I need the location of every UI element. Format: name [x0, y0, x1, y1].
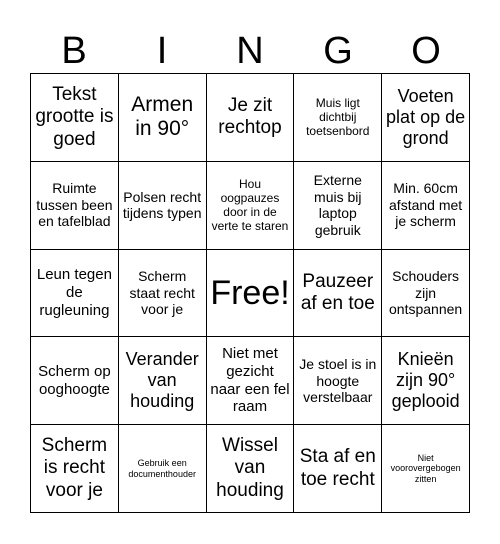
bingo-cell-r3c5[interactable]: Schouders zijn ontspannen [382, 250, 470, 338]
bingo-cell-r5c2[interactable]: Gebruik een documenthouder [119, 425, 207, 513]
header-letter-n: N [236, 30, 264, 72]
bingo-cell-r3c4[interactable]: Pauzeer af en toe [294, 250, 382, 338]
bingo-cell-r4c4[interactable]: Je stoel is in hoogte verstelbaar [294, 337, 382, 425]
bingo-cell-r4c2[interactable]: Verander van houding [119, 337, 207, 425]
header-letter-o: O [411, 30, 441, 72]
bingo-cell-free[interactable]: Free! [207, 250, 295, 338]
bingo-cell-r1c5[interactable]: Voeten plat op de grond [382, 74, 470, 162]
bingo-cell-r2c4[interactable]: Externe muis bij laptop gebruik [294, 162, 382, 250]
bingo-cell-r5c5[interactable]: Niet voorovergebogen zitten [382, 425, 470, 513]
bingo-cell-r5c1[interactable]: Scherm is recht voor je [31, 425, 119, 513]
bingo-cell-r1c4[interactable]: Muis ligt dichtbij toetsenbord [294, 74, 382, 162]
bingo-header [30, 28, 470, 74]
bingo-cell-r5c4[interactable]: Sta af en toe recht [294, 425, 382, 513]
bingo-cell-r2c2[interactable]: Polsen recht tijdens typen [119, 162, 207, 250]
bingo-cell-r3c1[interactable]: Leun tegen de rugleuning [31, 250, 119, 338]
bingo-cell-r2c3[interactable]: Hou oogpauzes door in de verte te staren [207, 162, 295, 250]
bingo-cell-r4c1[interactable]: Scherm op ooghoogte [31, 337, 119, 425]
bingo-cell-r1c3[interactable]: Je zit rechtop [207, 74, 295, 162]
bingo-cell-r1c2[interactable]: Armen in 90° [119, 74, 207, 162]
bingo-cell-r2c5[interactable]: Min. 60cm afstand met je scherm [382, 162, 470, 250]
bingo-cell-r3c2[interactable]: Scherm staat recht voor je [119, 250, 207, 338]
bingo-cell-r4c3[interactable]: Niet met gezicht naar een fel raam [207, 337, 295, 425]
bingo-cell-r2c1[interactable]: Ruimte tussen been en tafelblad [31, 162, 119, 250]
bingo-cell-r4c5[interactable]: Knieën zijn 90° geplooid [382, 337, 470, 425]
header-letter-i: I [156, 30, 168, 72]
bingo-grid [30, 73, 470, 513]
bingo-cell-r1c1[interactable]: Tekst grootte is goed [31, 74, 119, 162]
header-letter-b: B [61, 30, 87, 72]
header-letter-g: G [323, 30, 353, 72]
bingo-cell-r5c3[interactable]: Wissel van houding [207, 425, 295, 513]
